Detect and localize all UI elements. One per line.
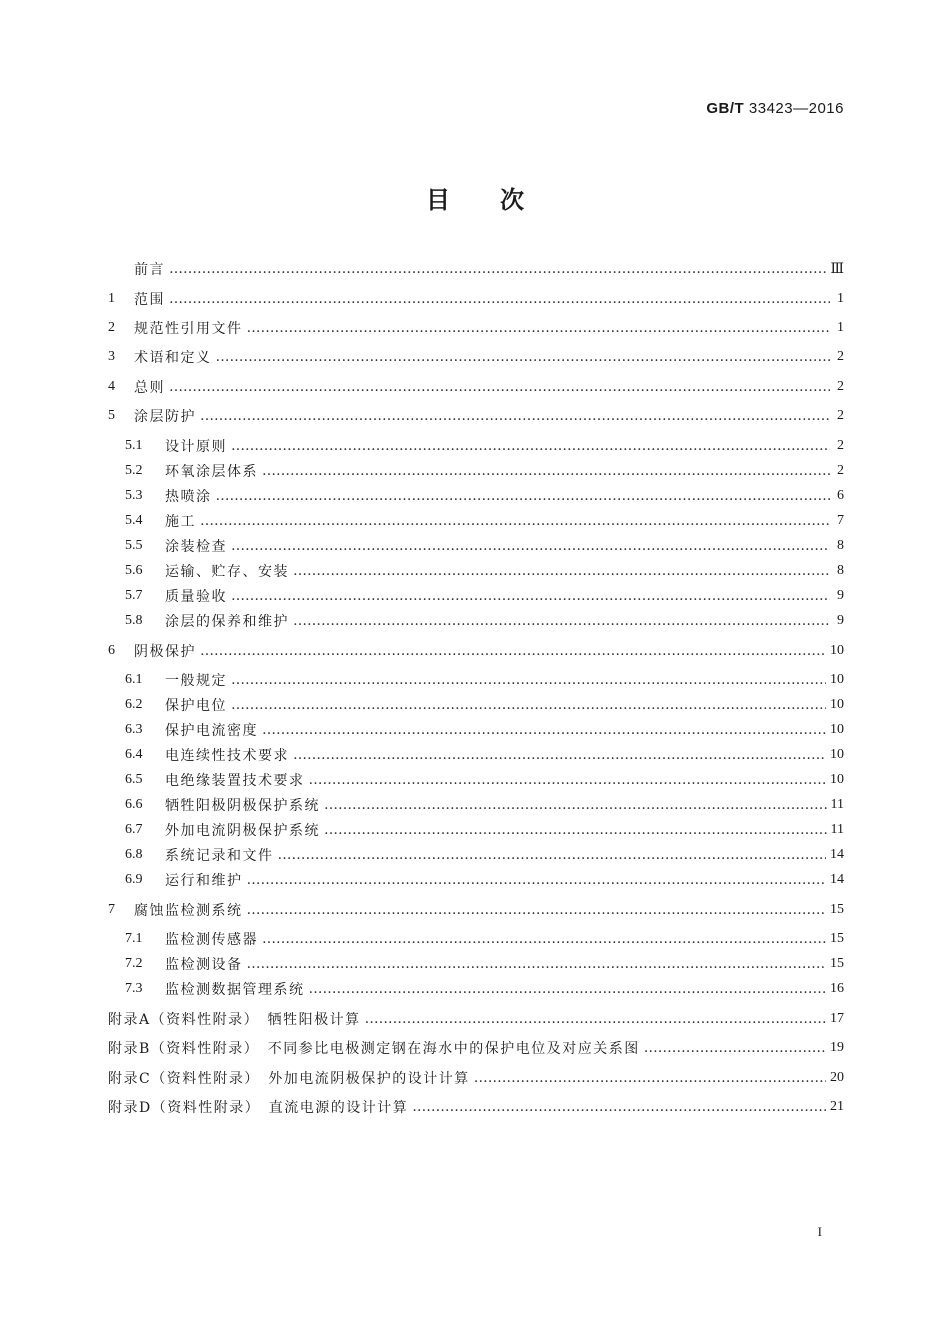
toc-entry-title: 牺牲阳极阴极保护系统 xyxy=(165,798,320,814)
toc-entry-page: 16 xyxy=(830,981,844,996)
toc-entry-title: 规范性引用文件 xyxy=(134,321,243,337)
toc-dot-leader xyxy=(309,981,827,997)
toc-entry-title: 保护电流密度 xyxy=(165,723,258,739)
toc-entry xyxy=(108,928,844,950)
toc-entry-label xyxy=(108,289,165,309)
toc-entry-label xyxy=(125,461,258,481)
toc-entry-label xyxy=(125,436,227,456)
toc-entry-number: 6.9 xyxy=(125,872,143,887)
toc-entry xyxy=(108,435,844,457)
toc-entry-number: 5.5 xyxy=(125,538,143,553)
toc-entry-page: 11 xyxy=(830,797,844,812)
toc-entry-title: 涂装检查 xyxy=(165,539,227,555)
toc-entry-title: 附录D（资料性附录） 直流电源的设计计算 xyxy=(108,1100,409,1116)
toc-entry-number: 6 xyxy=(108,643,115,658)
toc-entry-label xyxy=(108,900,243,920)
standard-prefix: GB/T xyxy=(706,100,745,117)
toc-entry-label xyxy=(125,929,258,949)
toc-entry-title: 电绝缘装置技术要求 xyxy=(165,773,305,789)
toc-entry-title: 环氧涂层体系 xyxy=(165,464,258,480)
toc-dot-leader xyxy=(247,872,827,888)
toc-dot-leader xyxy=(216,488,831,504)
toc-entry-number: 5.4 xyxy=(125,513,143,528)
toc-dot-leader xyxy=(324,822,827,838)
toc-dot-leader xyxy=(644,1040,826,1056)
toc-entry-number: 7.1 xyxy=(125,931,143,946)
toc-entry-page: 8 xyxy=(837,563,844,578)
toc-entry-page: 2 xyxy=(837,463,844,478)
toc-entry xyxy=(108,610,844,632)
toc-dot-leader xyxy=(169,379,830,395)
toc-entry-page: 9 xyxy=(837,588,844,603)
toc-entry-title: 施工 xyxy=(165,514,196,530)
toc-entry-page: 20 xyxy=(830,1070,844,1085)
toc-entry-label xyxy=(125,770,305,790)
toc-entry-page: 21 xyxy=(830,1099,844,1114)
toc-entry xyxy=(108,346,844,368)
toc-entry-page: 10 xyxy=(830,747,844,762)
toc-entry-page: 10 xyxy=(830,722,844,737)
toc-entry-page: 8 xyxy=(837,538,844,553)
toc-entry xyxy=(108,485,844,507)
toc-entry-number: 5.6 xyxy=(125,563,143,578)
toc-entry-label xyxy=(108,1097,408,1117)
toc-entry-title: 设计原则 xyxy=(165,439,227,455)
toc-entry-number: 6.2 xyxy=(125,697,143,712)
toc-entry-page: 2 xyxy=(837,408,844,423)
toc-entry xyxy=(108,585,844,607)
toc-entry-page: 10 xyxy=(830,772,844,787)
toc-entry-number: 6.7 xyxy=(125,822,143,837)
toc-entry-label xyxy=(108,347,212,367)
toc-entry xyxy=(108,978,844,1000)
toc-entry-title: 热喷涂 xyxy=(165,489,212,505)
toc-entry xyxy=(108,1096,844,1118)
toc-entry xyxy=(108,669,844,691)
toc-entry-title: 运输、贮存、安装 xyxy=(165,564,289,580)
toc-entry-title: 监检测数据管理系统 xyxy=(165,982,305,998)
standard-code xyxy=(706,100,844,117)
toc-entry xyxy=(108,819,844,841)
toc-entry-label xyxy=(108,1009,361,1029)
toc-dot-leader xyxy=(247,956,827,972)
toc-entry-title: 系统记录和文件 xyxy=(165,848,274,864)
toc-entry-page: 10 xyxy=(830,697,844,712)
toc-entry-label xyxy=(108,318,243,338)
toc-entry-label xyxy=(125,511,196,531)
toc-dot-leader xyxy=(200,408,830,424)
toc-dot-leader xyxy=(293,747,826,763)
toc-entry-title: 阴极保护 xyxy=(134,644,196,660)
toc-entry xyxy=(108,640,844,662)
toc-dot-leader xyxy=(216,349,831,365)
toc-entry-label xyxy=(108,406,196,426)
toc-entry xyxy=(108,744,844,766)
toc-entry-page: 10 xyxy=(830,643,844,658)
toc-entry xyxy=(108,460,844,482)
toc-entry-page: 17 xyxy=(830,1011,844,1026)
toc-entry-label xyxy=(125,586,227,606)
toc-entry-title: 保护电位 xyxy=(165,698,227,714)
toc-entry xyxy=(108,405,844,427)
toc-entry-number: 5.2 xyxy=(125,463,143,478)
toc-entry xyxy=(108,535,844,557)
toc-entry xyxy=(108,560,844,582)
toc-entry-number: 3 xyxy=(108,349,115,364)
toc-entry-number: 7.3 xyxy=(125,981,143,996)
toc-entry-page: Ⅲ xyxy=(830,261,844,277)
toc-entry-label xyxy=(125,820,320,840)
toc-entry-label xyxy=(108,1038,640,1058)
toc-entry-page: 1 xyxy=(837,291,844,306)
page-title: 目次 xyxy=(426,185,574,214)
toc-dot-leader xyxy=(474,1070,826,1086)
toc-entry xyxy=(108,258,844,280)
toc-entry-title: 附录B（资料性附录） 不同参比电极测定钢在海水中的保护电位及对应关系图 xyxy=(108,1041,640,1057)
toc-entry-label xyxy=(125,720,258,740)
toc-entry-label xyxy=(125,670,227,690)
toc-dot-leader xyxy=(231,438,830,454)
toc-entry-label xyxy=(125,870,243,890)
toc-entry-label xyxy=(125,795,320,815)
toc-entry-number: 6.3 xyxy=(125,722,143,737)
toc-entry-number: 6.5 xyxy=(125,772,143,787)
toc-entry-page: 11 xyxy=(830,822,844,837)
toc-entry-label xyxy=(125,695,227,715)
toc-entry-title: 涂层防护 xyxy=(134,409,196,425)
toc-entry-number: 6.6 xyxy=(125,797,143,812)
toc-entry-page: 9 xyxy=(837,613,844,628)
toc-dot-leader xyxy=(262,463,830,479)
toc-entry-label xyxy=(108,641,196,661)
toc-entry-number: 5 xyxy=(108,408,115,423)
toc-entry-label xyxy=(125,745,289,765)
toc-entry-label xyxy=(125,954,243,974)
toc-entry xyxy=(108,317,844,339)
toc-entry xyxy=(108,288,844,310)
toc-entry-label xyxy=(125,979,305,999)
toc-entry-label xyxy=(108,259,165,279)
toc-entry-title: 附录A（资料性附录） 牺牲阳极计算 xyxy=(108,1012,361,1028)
toc-dot-leader xyxy=(231,672,826,688)
toc-entry-number: 5.1 xyxy=(125,438,143,453)
toc-entry xyxy=(108,844,844,866)
toc-entry-page: 15 xyxy=(830,931,844,946)
toc-dot-leader xyxy=(200,643,826,659)
toc-entry xyxy=(108,794,844,816)
toc-dot-leader xyxy=(169,261,826,277)
toc-entry-number: 7 xyxy=(108,902,115,917)
toc-entry-page: 2 xyxy=(837,349,844,364)
toc-entry-label xyxy=(125,536,227,556)
toc-entry-title: 范围 xyxy=(134,292,165,308)
toc-entry xyxy=(108,1067,844,1089)
toc-entry-title: 前言 xyxy=(134,262,165,278)
toc-dot-leader xyxy=(247,902,827,918)
toc-entry-page: 15 xyxy=(830,902,844,917)
toc-entry-label xyxy=(125,611,289,631)
toc-entry-title: 外加电流阴极保护系统 xyxy=(165,823,320,839)
toc-dot-leader xyxy=(293,563,830,579)
toc-dot-leader xyxy=(365,1011,826,1027)
toc-entry xyxy=(108,769,844,791)
toc-dot-leader xyxy=(231,697,826,713)
toc-entry-title: 质量验收 xyxy=(165,589,227,605)
toc-entry xyxy=(108,1008,844,1030)
toc-entry-page: 14 xyxy=(830,872,844,887)
toc-entry-number: 5.8 xyxy=(125,613,143,628)
page-folio: I xyxy=(817,1224,822,1239)
toc-entry-label xyxy=(125,486,212,506)
toc-entry-label xyxy=(125,561,289,581)
toc-entry xyxy=(108,694,844,716)
toc-dot-leader xyxy=(231,538,830,554)
toc-entry-page: 19 xyxy=(830,1040,844,1055)
toc-entry xyxy=(108,869,844,891)
toc-entry-number: 1 xyxy=(108,291,115,306)
toc-entry-title: 监检测设备 xyxy=(165,957,243,973)
toc-entry-number: 6.4 xyxy=(125,747,143,762)
toc-dot-leader xyxy=(231,588,830,604)
toc-entry xyxy=(108,510,844,532)
toc-entry-title: 监检测传感器 xyxy=(165,932,258,948)
toc-entry-page: 2 xyxy=(837,438,844,453)
toc-entry-title: 附录C（资料性附录） 外加电流阴极保护的设计计算 xyxy=(108,1071,470,1087)
toc-entry-title: 涂层的保养和维护 xyxy=(165,614,289,630)
toc-entry xyxy=(108,1037,844,1059)
standard-number: 33423—2016 xyxy=(748,100,844,117)
toc-dot-leader xyxy=(169,291,830,307)
toc-entry-number: 5.3 xyxy=(125,488,143,503)
toc-dot-leader xyxy=(309,772,827,788)
toc-dot-leader xyxy=(247,320,831,336)
toc-entry-number: 4 xyxy=(108,379,115,394)
toc-entry-title: 总则 xyxy=(134,380,165,396)
toc-entry-number: 2 xyxy=(108,320,115,335)
toc-dot-leader xyxy=(293,613,830,629)
toc-dot-leader xyxy=(412,1099,826,1115)
toc-entry-page: 6 xyxy=(837,488,844,503)
toc-entry-number: 6.1 xyxy=(125,672,143,687)
toc-entry-title: 腐蚀监检测系统 xyxy=(134,903,243,919)
toc-entry-title: 术语和定义 xyxy=(134,350,212,366)
toc-entry-page: 15 xyxy=(830,956,844,971)
toc-entry-title: 一般规定 xyxy=(165,673,227,689)
toc-entry-page: 14 xyxy=(830,847,844,862)
toc-entry-page: 7 xyxy=(837,513,844,528)
toc-entry-number: 5.7 xyxy=(125,588,143,603)
toc-entry-page: 10 xyxy=(830,672,844,687)
toc-dot-leader xyxy=(278,847,827,863)
toc-entry-page: 1 xyxy=(837,320,844,335)
toc-dot-leader xyxy=(262,722,826,738)
toc-dot-leader xyxy=(262,931,826,947)
toc-entry-number: 7.2 xyxy=(125,956,143,971)
toc-entry-title: 电连续性技术要求 xyxy=(165,748,289,764)
toc-entry-number: 6.8 xyxy=(125,847,143,862)
toc-entry-label xyxy=(125,845,274,865)
toc-entry xyxy=(108,376,844,398)
toc-entry-page: 2 xyxy=(837,379,844,394)
toc-entry-label xyxy=(108,1068,470,1088)
toc-dot-leader xyxy=(200,513,830,529)
toc-entry-title: 运行和维护 xyxy=(165,873,243,889)
toc-entry xyxy=(108,719,844,741)
toc-entry-label xyxy=(108,377,165,397)
toc-dot-leader xyxy=(324,797,827,813)
toc-entry xyxy=(108,953,844,975)
toc-entry xyxy=(108,899,844,921)
